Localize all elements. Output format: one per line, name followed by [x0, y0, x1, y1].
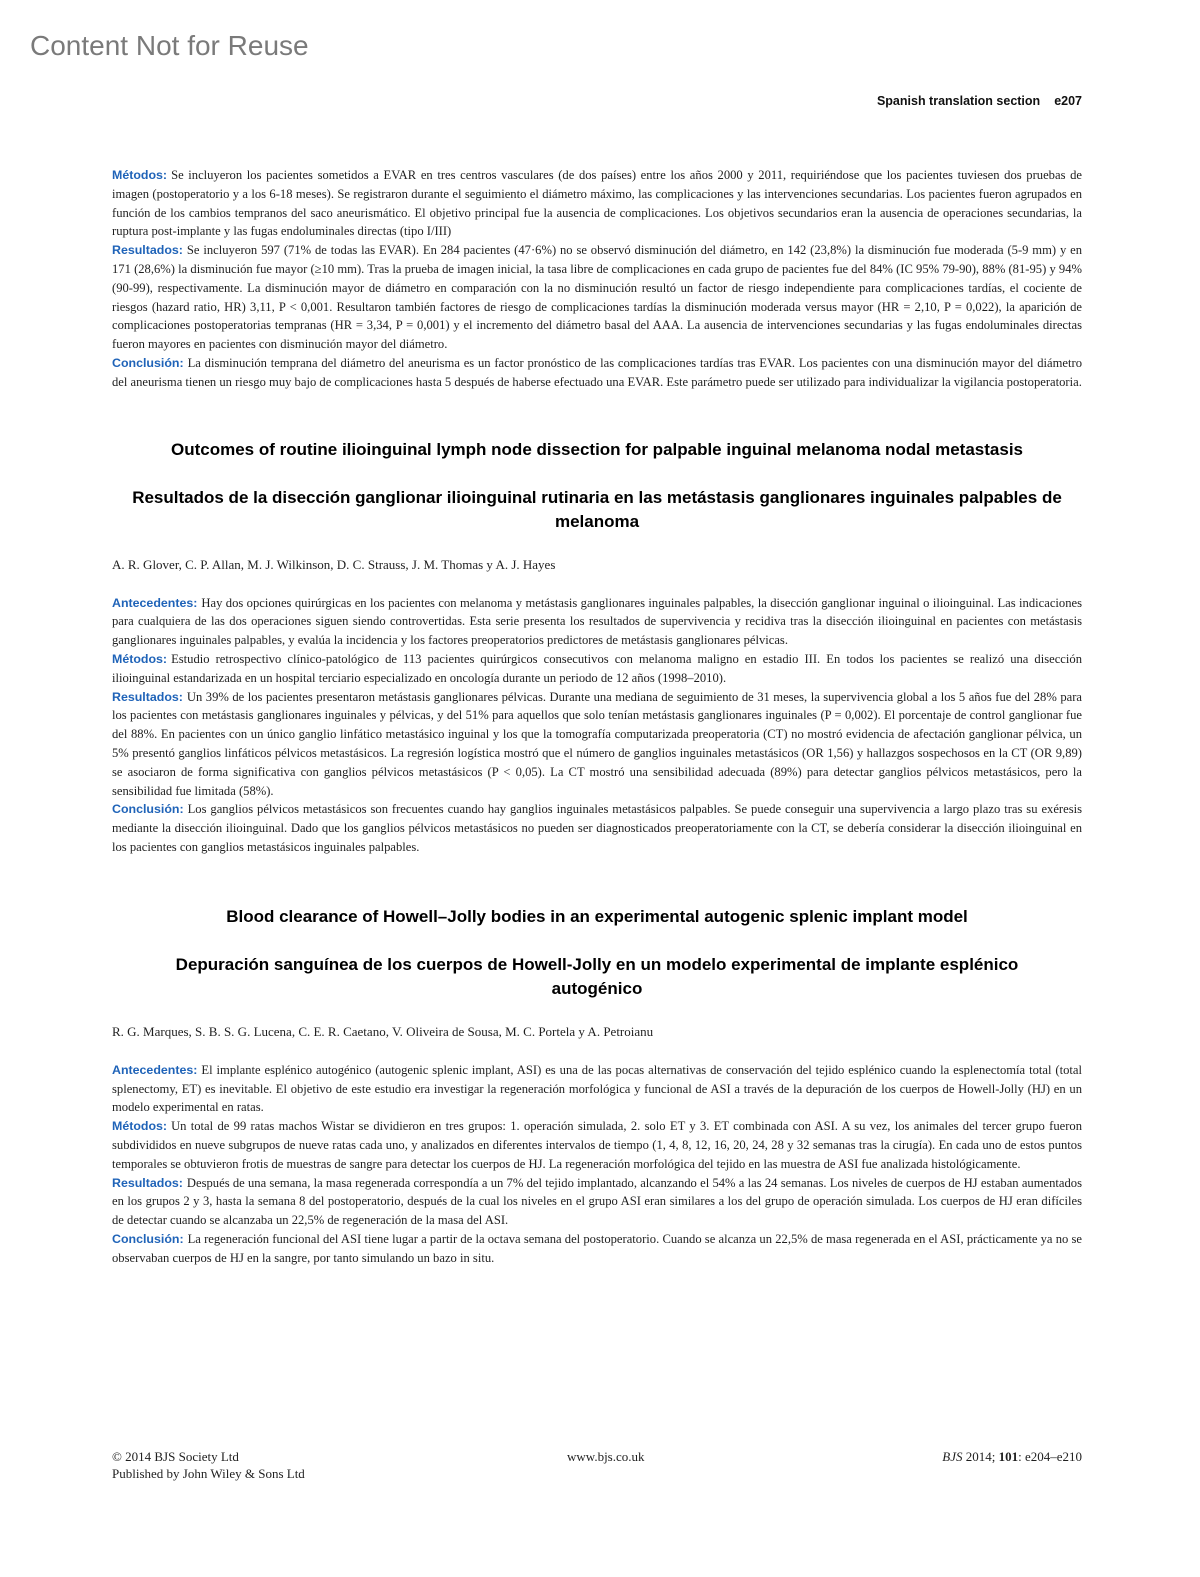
- background-paragraph: [112, 1061, 1082, 1117]
- article-howell-jolly: [112, 905, 1082, 1268]
- footer-left: [112, 1448, 305, 1482]
- methods-text: Estudio retrospectivo clínico-patológico de 113 pacientes quirúrgicos consecutivos con melanoma maligno en estadio III. En todos los pacientes se realizó una disección ilioinguinal estandarizada en un hospital terciario especializado en oncología durante un periodo de 12 años (1998–2010).: [112, 651, 1082, 685]
- article-title-en: Outcomes of routine ilioinguinal lymph node dissection for palpable inguinal melanoma nodal metastasis: [170, 439, 1024, 459]
- methods-paragraph: [112, 166, 1082, 241]
- section-name: Spanish translation section: [876, 94, 1041, 108]
- article-melanoma: [112, 438, 1082, 857]
- conclusion-paragraph: [112, 1230, 1082, 1268]
- results-label: Resultados:: [112, 1175, 183, 1190]
- authors: R. G. Marques, S. B. S. G. Lucena, C. E. R. Caetano, V. Oliveira de Sousa, M. C. Portela y A. Petroianu: [112, 1023, 654, 1039]
- journal-pages: : e204–e210: [1018, 1449, 1082, 1464]
- methods-paragraph: [112, 1117, 1082, 1173]
- background-text: Hay dos opciones quirúrgicas en los pacientes con melanoma y metástasis ganglionares inguinales palpables, la disección ganglionar inguinal o ilioinguinal. Las indicaciones para cualquiera de las dos operaciones siguen siendo controvertidas. Esta serie presenta los resultados de supervivencia y recidiva tras la disección ilioinguinal en pacientes con metástasis ganglionares inguinales palpables, y evalúa la incidencia y los factores preoperatorios predictores de metástasis ganglionares pélvicas.: [112, 595, 1082, 648]
- abstract-continued: [112, 166, 1082, 392]
- background-paragraph: [112, 594, 1082, 650]
- methods-text: Un total de 99 ratas machos Wistar se dividieron en tres grupos: 1. operación simulada, 2. solo ET y 3. ET combinada con ASI. A su vez, los animales del tercer grupo fueron subdivididos en nueve subgrupos de nueve ratas cada uno, y analizados en diferentes intervalos de tiempo (1, 4, 8, 12, 16, 20, 24, 28 y 32 semanas tras la cirugía). En cada uno de estos puntos temporales se obtuvieron frotis de muestras de sangre para detectar los cuerpos de HJ. La regeneración morfológica del tejido en las muestra de ASI fue analizada histológicamente.: [112, 1119, 1082, 1171]
- methods-paragraph: [112, 650, 1082, 688]
- conclusion-paragraph: [112, 354, 1082, 392]
- methods-label: Métodos:: [112, 1119, 168, 1134]
- conclusion-label: Conclusión:: [112, 1231, 184, 1246]
- background-text: El implante esplénico autogénico (autogenic splenic implant, ASI) es una de las pocas alternativas de conservación del tejido esplénico cuando la esplenectomía total (total splenectomy, ET) es inevitable. El objetivo de este estudio era investigar la regeneración morfológica y funcional de ASI a través de la depuración de los cuerpos de Howell-Jolly (HJ) en un modelo experimental en ratas.: [112, 1062, 1082, 1115]
- methods-label: Métodos:: [112, 651, 168, 666]
- running-head: [877, 94, 1082, 108]
- journal-volume: 101: [998, 1449, 1019, 1464]
- website-link[interactable]: www.bjs.co.uk: [567, 1449, 645, 1464]
- conclusion-paragraph: [112, 800, 1082, 856]
- journal-citation: [942, 1448, 1082, 1465]
- abstract: [112, 1061, 1082, 1268]
- conclusion-label: Conclusión:: [112, 802, 184, 817]
- conclusion-text: La disminución temprana del diámetro del aneurisma es un factor pronóstico de las complicaciones tardías tras EVAR. Los pacientes con una disminución mayor del diámetro del aneurisma tienen un riesgo muy bajo de complicaciones hasta 5 después de haberse efectuado una EVAR. Este parámetro puede ser utilizado para individualizar la vigilancia postoperatoria.: [112, 355, 1082, 389]
- conclusion-text: Los ganglios pélvicos metastásicos son frecuentes cuando hay ganglios inguinales metastásicos palpables. Se puede conseguir una supervivencia a largo plazo tras su exéresis mediante la disección ilioinguinal. Dado que los ganglios pélvicos metastásicos no pueden ser diagnosticados preoperatoriamente con la CT, se debería considerar la disección ilioinguinal en los pacientes con ganglios metastásicos inguinales palpables.: [112, 802, 1082, 854]
- results-text: Se incluyeron 597 (71% de todas las EVAR). En 284 pacientes (47·6%) no se observó disminución del diámetro, en 142 (23,8%) la disminución fue moderada (5-9 mm) y en 171 (28,6%) la disminución fue mayor (≥10 mm). Tras la prueba de imagen inicial, la tasa libre de complicaciones en cada grupo de pacientes fue del 84% (IC 95% 79-90), 88% (81-95) y 94% (90-99), respectivamente. La disminución mayor de diámetro en comparación con la no disminución resultó un factor de riesgo independiente para complicaciones tardías, el cociente de riesgos (hazard ratio, HR) 3,11, P < 0,001. Resultaron también factores de riesgo de complicaciones tardías la disminución moderada versus mayor (HR = 2,10, P = 0,022), la aparición de complicaciones postoperatorias tempranas (HR = 3,34, P = 0,001) y el incremento del diámetro basal del AAA. La ausencia de intervenciones secundarias y las fugas endoluminales directas fueron mayores en pacientes con disminución mayor del diámetro.: [112, 243, 1082, 352]
- authors: A. R. Glover, C. P. Allan, M. J. Wilkinson, D. C. Strauss, J. M. Thomas y A. J. Hayes: [112, 556, 556, 572]
- conclusion-text: La regeneración funcional del ASI tiene lugar a partir de la octava semana del postoperatorio. Cuando se alcanza un 22,5% de masa regenerada en el ASI, prácticamente ya no se observaban cuerpos de HJ en la sangre, por tanto simulando un bazo in situ.: [112, 1231, 1082, 1265]
- page-number: e207: [1054, 94, 1082, 108]
- results-label: Resultados:: [112, 689, 183, 704]
- results-label: Resultados:: [112, 243, 183, 258]
- results-text: Un 39% de los pacientes presentaron metástasis ganglionares pélvicas. Durante una mediana de seguimiento de 31 meses, la supervivencia global a los 5 años fue del 28% para los pacientes con metástasis ganglionares inguinales y pélvicas, y del 51% para aquellos que solo tenían metástasis ganglionares inguinales (P = 0,002). El porcentaje de control ganglionar fue del 88%. En pacientes con un único ganglio linfático metastásico inguinal y los que la tomografía computarizada preoperatoria (CT) no mostró evidencia de afectación ganglionar pélvica, un 5% presentó ganglios linfáticos pélvicos metastásicos. La regresión logística mostró que el número de ganglios inguinales metastásicos (OR 1,56) y hallazgos sospechosos en la CT (OR 9,89) se asociaron de forma significativa con ganglios pélvicos metastásicos (P < 0,05). La CT mostró una sensibilidad adecuada (89%) para detectar ganglios pélvicos metastásicos, pero la sensibilidad fue limitada (58%).: [112, 689, 1082, 798]
- publisher: Published by John Wiley & Sons Ltd: [112, 1466, 305, 1481]
- methods-text: Se incluyeron los pacientes sometidos a EVAR en tres centros vasculares (de dos países) entre los años 2000 y 2011, requiriéndose que los pacientes tuviesen dos pruebas de imagen (postoperatorio y a los 6-18 meses). Se registraron durante el seguimiento el diámetro máximo, las complicaciones y las intervenciones secundarias. Los pacientes fueron agrupados en función de los cambios tempranos del saco aneurismático. El objetivo principal fue la ausencia de complicaciones. Los objetivos secundarios eran la ausencia de operaciones secundarias, la ruptura post-implante y las fugas endoluminales directas (tipo I/III): [112, 168, 1082, 239]
- article-title-en: Blood clearance of Howell–Jolly bodies in an experimental autogenic splenic implant model: [226, 906, 968, 926]
- conclusion-label: Conclusión:: [112, 355, 184, 370]
- article-title-es: Depuración sanguínea de los cuerpos de Howell-Jolly en un modelo experimental de implante esplénico autogénico: [175, 954, 1019, 998]
- background-label: Antecedentes:: [112, 595, 198, 610]
- abstract: [112, 594, 1082, 857]
- results-text: Después de una semana, la masa regenerada correspondía a un 7% del tejido implantado, alcanzando el 54% a las 24 semanas. Los niveles de cuerpos de HJ estaban aumentados en los grupos 2 y 3, hasta la semana 8 del postoperatorio, después de la cual los niveles en el grupo ASI eran similares a los del grupo de operación simulada. Los cuerpos de HJ eran difíciles de detectar cuando se alcanzaba un 22,5% de regeneración de la masa del ASI.: [112, 1175, 1082, 1228]
- page-content: [112, 166, 1082, 1267]
- watermark: Content Not for Reuse: [30, 30, 309, 61]
- results-paragraph: [112, 1174, 1082, 1230]
- background-label: Antecedentes:: [112, 1062, 198, 1077]
- journal-name: BJS: [942, 1449, 963, 1464]
- copyright: © 2014 BJS Society Ltd: [112, 1449, 239, 1464]
- journal-year: 2014;: [965, 1449, 996, 1464]
- results-paragraph: [112, 688, 1082, 801]
- article-title-es: Resultados de la disección ganglionar ilioinguinal rutinaria en las metástasis ganglionares inguinales palpables de melanoma: [132, 487, 1062, 531]
- results-paragraph: [112, 241, 1082, 354]
- methods-label: Métodos:: [112, 168, 168, 182]
